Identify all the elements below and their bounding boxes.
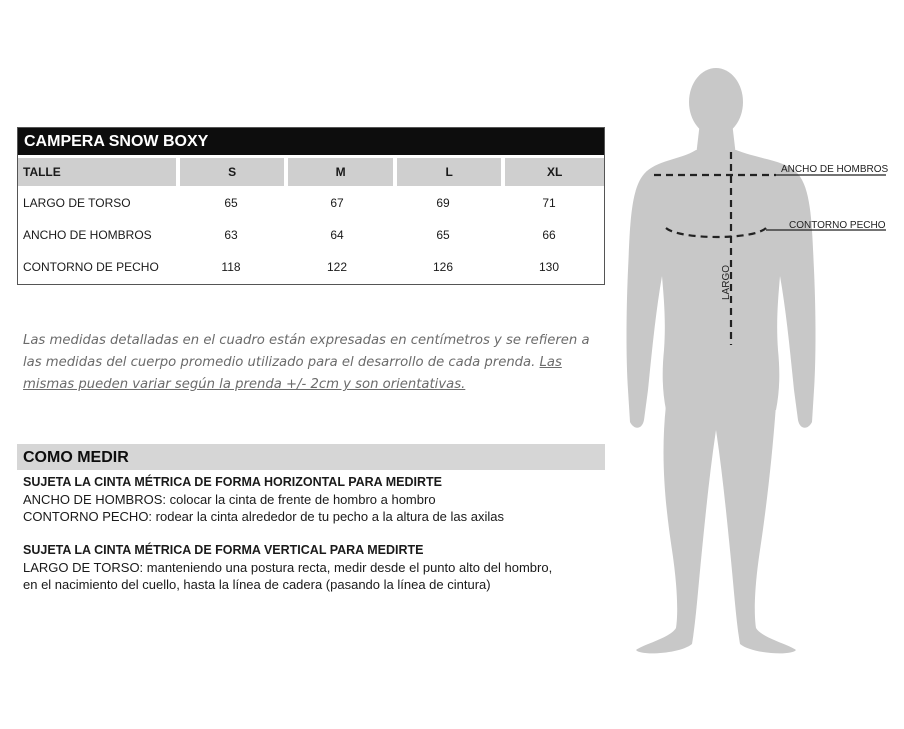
table-cell: 130 xyxy=(538,260,560,274)
header-size-l: L xyxy=(397,158,502,186)
header-size-xl: XL xyxy=(505,158,604,186)
row-label: ANCHO DE HOMBROS xyxy=(23,228,152,242)
table-cell: 67 xyxy=(330,196,344,210)
torso-instruction-line1: LARGO DE TORSO: manteniendo una postura recta, medir desde el punto alto del hombro, xyxy=(23,560,553,575)
vertical-instructions xyxy=(23,542,613,593)
table-row xyxy=(18,251,604,283)
table-row xyxy=(18,187,604,219)
row-label: LARGO DE TORSO xyxy=(23,196,131,210)
label-shoulders: ANCHO DE HOMBROS xyxy=(781,164,889,175)
table-cell: 65 xyxy=(224,196,238,210)
measurement-note xyxy=(23,330,608,396)
shoulder-instruction: ANCHO DE HOMBROS: colocar la cinta de frente de hombro a hombro xyxy=(23,492,436,507)
table-cell: 71 xyxy=(542,196,556,210)
table-cell: 65 xyxy=(436,228,450,242)
label-chest: CONTORNO PECHO xyxy=(789,220,886,231)
table-row xyxy=(18,219,604,251)
body-silhouette-icon xyxy=(600,60,904,670)
horizontal-instructions xyxy=(23,474,613,525)
vertical-heading: SUJETA LA CINTA MÉTRICA DE FORMA VERTICAL PARA MEDIRTE xyxy=(23,543,424,557)
how-to-measure-title: COMO MEDIR xyxy=(17,444,605,470)
header-talle: TALLE xyxy=(18,158,176,186)
chest-instruction: CONTORNO PECHO: rodear la cinta alrededor de tu pecho a la altura de las axilas xyxy=(23,509,504,524)
header-size-s: S xyxy=(180,158,285,186)
label-length: LARGO xyxy=(721,264,732,300)
table-header-row xyxy=(18,157,604,187)
row-label: CONTORNO DE PECHO xyxy=(23,260,159,274)
table-cell: 66 xyxy=(542,228,556,242)
torso-instruction-line2: en el nacimiento del cuello, hasta la línea de cadera (pasando la línea de cintura) xyxy=(23,577,491,592)
table-cell: 64 xyxy=(330,228,344,242)
table-cell: 69 xyxy=(436,196,450,210)
table-title: CAMPERA SNOW BOXY xyxy=(18,128,604,155)
table-cell: 118 xyxy=(221,260,241,274)
table-cell: 122 xyxy=(326,260,348,274)
horizontal-heading: SUJETA LA CINTA MÉTRICA DE FORMA HORIZONTAL PARA MEDIRTE xyxy=(23,475,442,489)
note-disclaimer: Las mismas pueden variar según la prenda +/- 2cm y son orientativas. xyxy=(23,355,562,392)
table-cell: 126 xyxy=(432,260,454,274)
header-size-m: M xyxy=(288,158,393,186)
note-text: Las medidas detalladas en el cuadro están expresadas en centímetros y se refieren a las medidas del cuerpo promedio utilizado para el desarrollo de cada prenda. xyxy=(23,333,590,370)
size-table xyxy=(17,127,605,285)
table-cell: 63 xyxy=(224,228,238,242)
body-figure xyxy=(600,60,904,670)
